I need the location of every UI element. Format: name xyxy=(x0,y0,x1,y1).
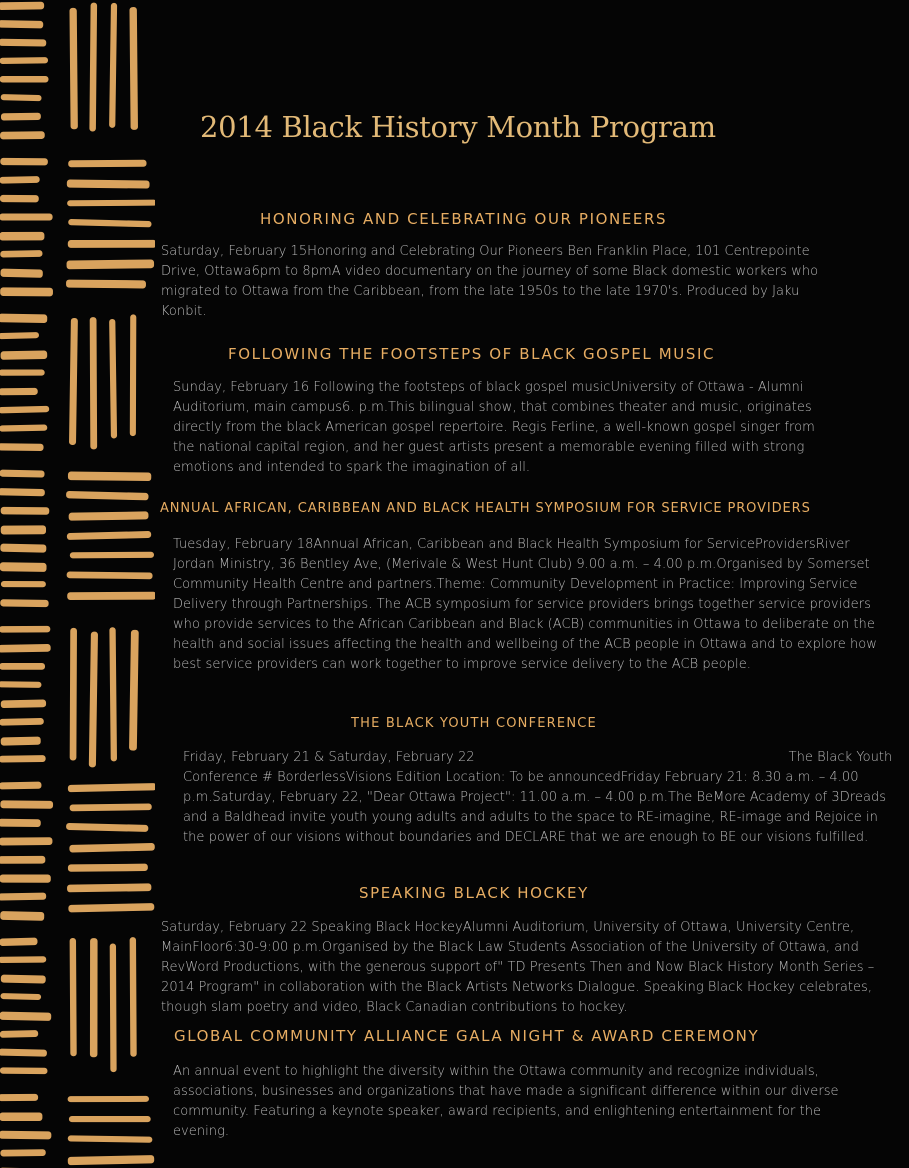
pattern-stripe xyxy=(0,911,44,921)
pattern-stripe xyxy=(0,158,48,166)
pattern-stripe xyxy=(0,1012,51,1021)
pattern-stripe xyxy=(110,943,117,1072)
pattern-stripe xyxy=(0,819,41,827)
pattern-stripe xyxy=(90,938,98,1057)
pattern-stripe xyxy=(109,319,117,439)
pattern-stripe xyxy=(66,491,149,501)
pattern-stripe xyxy=(0,488,45,496)
pattern-stripe xyxy=(0,250,42,258)
pattern-stripe xyxy=(0,663,45,670)
pattern-stripe xyxy=(69,318,78,445)
pattern-stripe xyxy=(0,195,39,202)
pattern-stripe xyxy=(0,470,45,478)
pattern-stripe xyxy=(0,993,41,1000)
pattern-stripe xyxy=(0,287,53,296)
section-body-youth-conference xyxy=(183,748,893,848)
section-body-gala-night: An annual event to highlight the diversity within the Ottawa community and recognize individuals, associations, businesses and organizations that have made a significant difference within our diverse community. Featuring a keynote speaker, award recipients, and enlightening entertainment for the evening. xyxy=(173,1064,839,1139)
pattern-stripe xyxy=(0,856,45,864)
pattern-stripe xyxy=(0,424,47,431)
pattern-stripe xyxy=(0,443,44,451)
pattern-stripe xyxy=(129,630,139,751)
youth-conference-dates: Friday, February 21 & Saturday, February 22 xyxy=(183,750,475,765)
pattern-stripe xyxy=(0,1049,47,1057)
pattern-stripe xyxy=(129,7,138,130)
pattern-stripe xyxy=(89,632,98,768)
woven-stripe-pattern xyxy=(0,0,155,1168)
pattern-stripe xyxy=(66,280,146,289)
pattern-stripe xyxy=(0,626,50,633)
pattern-stripe xyxy=(68,903,154,912)
pattern-stripe xyxy=(0,1131,51,1140)
pattern-stripe xyxy=(109,627,117,761)
pattern-stripe xyxy=(0,232,44,241)
pattern-stripe xyxy=(69,1116,151,1122)
pattern-stripe xyxy=(0,1067,47,1074)
pattern-stripe xyxy=(0,176,40,184)
pattern-stripe xyxy=(67,883,151,892)
pattern-stripe xyxy=(0,1094,38,1101)
pattern-stripe xyxy=(70,803,152,811)
pattern-stripe xyxy=(0,874,51,882)
pattern-stripe xyxy=(0,76,49,83)
pattern-stripe xyxy=(0,1030,38,1038)
pattern-stripe xyxy=(0,1112,42,1121)
section-body-health-symposium: Tuesday, February 18Annual African, Caribbean and Black Health Symposium for ServiceProvidersRiver Jordan Ministry, 36 Bentley Ave, (Merivale & West Hunt Club) 9.00 a.m. – 4.00 p.m.Organised by Somerset Community Health Centre and partners.Theme: Community Development in Practice: Improving Service Delivery through Partnerships. The ACB symposium for service providers brings together service providers who provide services to the African Caribbean and Black (ACB) communities in Ottawa to deliberate on the health and social issues affecting the health and wellbeing of the ACB people in Ottawa and to explore how best service providers can work together to improve service delivery to the ACB people. xyxy=(173,537,877,672)
section-body-speaking-black-hockey: Saturday, February 22 Speaking Black HockeyAlumni Auditorium, University of Ottawa, University Centre, MainFloor6:30-9:00 p.m.Organised by the Black Law Students Association of the University of Ottawa, and RevWord Productions, with the generous support of" TD Presents Then and Now Black History Month Series – 2014 Program" in collaboration with the Black Artists Networks Dialogue. Speaking Black Hockey celebrates, though slam poetry and video, Black Canadian contributions to hockey. xyxy=(161,920,875,1015)
pattern-stripe xyxy=(0,1149,45,1156)
pattern-stripe xyxy=(68,1155,155,1165)
section-heading-pioneers: HONORING AND CELEBRATING OUR PIONEERS xyxy=(260,210,668,228)
pattern-stripe xyxy=(0,332,39,339)
pattern-stripe xyxy=(1,350,48,359)
youth-conference-details: The Black Youth Conference # BorderlessVisions Edition Location: To be announcedFriday February 21: 8.30 a.m. – 4.00 p.m.Saturday, February 22, "Dear Ottawa Project": 11.00 a.m. – 4.00 p.m.The BeMore Academy of 3Dreads and a Baldhead invite youth young adults and adults to the space to RE-imagine, RE-image and Rejoice in the power of our visions without boundaries and DECLARE that we are enough to BE our visions fulfilled. xyxy=(183,750,893,845)
pattern-stripe xyxy=(0,369,45,375)
pattern-stripe xyxy=(1,736,41,745)
pattern-stripe xyxy=(68,240,155,248)
pattern-stripe xyxy=(70,552,154,559)
pattern-stripe xyxy=(68,219,151,227)
pattern-stripe xyxy=(109,3,117,128)
pattern-stripe xyxy=(68,472,151,482)
pattern-stripe xyxy=(0,755,46,762)
pattern-stripe xyxy=(0,837,52,845)
pattern-stripe xyxy=(70,628,77,761)
pattern-stripe xyxy=(0,20,43,28)
pattern-stripe xyxy=(67,179,150,188)
pattern-stripe xyxy=(0,131,45,139)
pattern-stripe xyxy=(0,388,38,396)
pattern-stripe xyxy=(0,893,46,901)
pattern-stripe xyxy=(1,507,50,515)
pattern-stripe xyxy=(67,531,151,540)
pattern-stripe xyxy=(1,975,46,984)
section-heading-health-symposium: ANNUAL AFRICAN, CARIBBEAN AND BLACK HEALTH SYMPOSIUM FOR SERVICE PROVIDERS xyxy=(160,501,811,516)
pattern-stripe xyxy=(0,718,44,726)
section-heading-speaking-black-hockey: SPEAKING BLACK HOCKEY xyxy=(359,884,589,902)
pattern-stripe xyxy=(70,938,77,1056)
pattern-stripe xyxy=(68,864,148,872)
pattern-stripe xyxy=(67,259,155,269)
pattern-stripe xyxy=(89,3,97,132)
pattern-stripe xyxy=(0,938,38,946)
pattern-stripe xyxy=(0,269,42,278)
pattern-stripe xyxy=(68,1135,153,1142)
pattern-stripe xyxy=(1,94,42,101)
pattern-stripe xyxy=(0,39,46,47)
pattern-stripe xyxy=(0,406,49,414)
pattern-stripe xyxy=(90,317,97,449)
pattern-stripe xyxy=(68,1096,149,1102)
pattern-stripe xyxy=(0,562,47,572)
section-body-pioneers: Saturday, February 15Honoring and Celebrating Our Pioneers Ben Franklin Place, 101 Centrepointe Drive, Ottawa6pm to 8pmA video documentary on the journey of some Black domestic workers who migrated to Ottawa from the Caribbean, from the late 1950s to the late 1970's. Produced by Jaku Konbit. xyxy=(161,244,819,319)
section-body-gospel: Sunday, February 16 Following the footsteps of black gospel musicUniversity of Ottawa - Alumni Auditorium, main campus6. p.m.This bilingual show, that combines theater and music, originates directly from the black American gospel repertoire. Regis Ferline, a well-known gospel singer from the national capital region, and her guest artists present a memorable evening filled with strong emotions and intended to spark the imagination of all. xyxy=(173,380,815,475)
pattern-stripe xyxy=(130,937,137,1057)
pattern-stripe xyxy=(67,200,155,207)
pattern-stripe xyxy=(0,800,53,808)
page-title: 2014 Black History Month Program xyxy=(200,110,716,144)
pattern-stripe xyxy=(0,57,48,64)
section-heading-gala-night: GLOBAL COMMUNITY ALLIANCE GALA NIGHT & AWARD CEREMONY xyxy=(174,1027,760,1045)
pattern-stripe xyxy=(0,213,53,220)
pattern-stripe xyxy=(69,511,149,520)
pattern-stripe xyxy=(68,783,155,792)
pattern-stripe xyxy=(69,843,155,853)
pattern-stripe xyxy=(0,681,41,688)
pattern-stripe xyxy=(1,113,41,121)
pattern-stripe xyxy=(0,599,49,607)
pattern-stripe xyxy=(69,8,77,129)
section-heading-gospel: FOLLOWING THE FOOTSTEPS OF BLACK GOSPEL MUSIC xyxy=(228,345,716,363)
pattern-stripe xyxy=(67,592,155,600)
pattern-stripe xyxy=(0,544,46,553)
pattern-stripe xyxy=(66,823,148,832)
pattern-stripe xyxy=(0,782,42,790)
section-heading-youth-conference: THE BLACK YOUTH CONFERENCE xyxy=(351,716,597,731)
pattern-stripe xyxy=(0,2,44,10)
pattern-stripe xyxy=(0,314,47,323)
pattern-stripe xyxy=(68,160,146,168)
pattern-stripe xyxy=(67,571,153,579)
pattern-stripe xyxy=(1,699,46,708)
pattern-stripe xyxy=(130,314,137,436)
pattern-stripe xyxy=(1,581,46,587)
pattern-stripe xyxy=(0,956,46,963)
pattern-stripe xyxy=(1,525,46,534)
pattern-stripe xyxy=(0,644,51,653)
